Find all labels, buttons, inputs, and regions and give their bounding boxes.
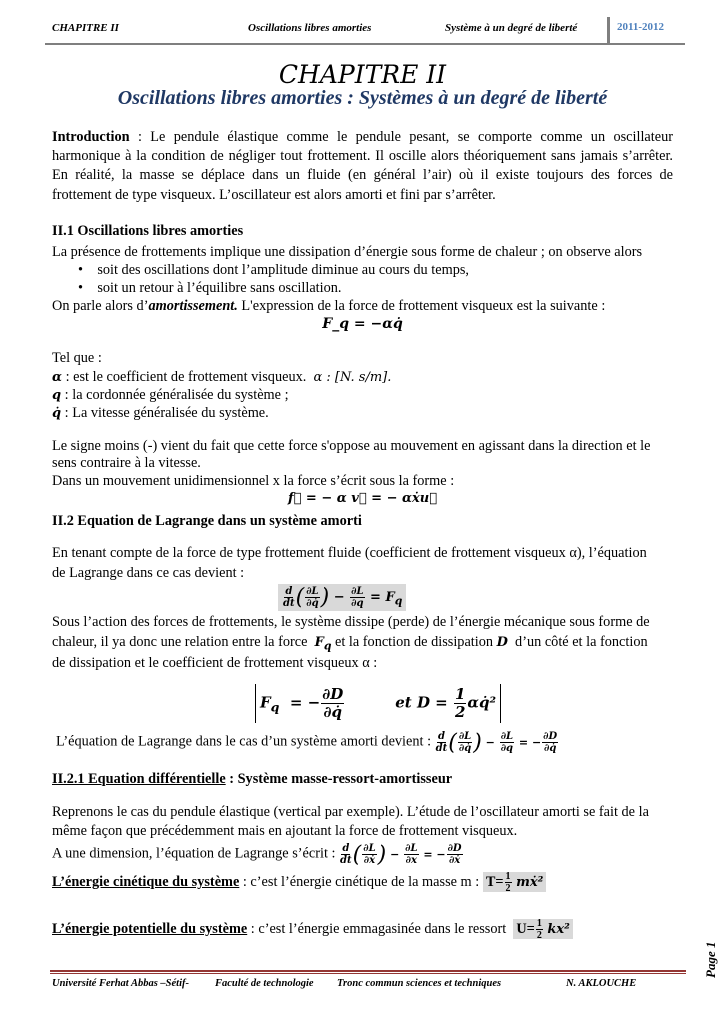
text: même façon que précédemment mais en ajoutant la force de frottement visqueux.	[52, 823, 518, 839]
text: On parle alors d’amortissement. L'expression de la force de frottement visqueux est la suivante :	[52, 298, 606, 314]
text: Le signe moins (-) vient du fait que cette force s'oppose au mouvement en agissant dans la direction et le	[52, 438, 651, 454]
definition-qdot: q̇ : La vitesse généralisée du système.	[52, 405, 269, 421]
text: sens contraire à la vitesse.	[52, 455, 201, 471]
text: L’équation de Lagrange dans le cas d’un système amorti devient : $\frac{d}{dt}$ ( $\frac{\partial L}{\partial q̇}$ ) − $\frac{\partial L}{\partial q}$ = − $\frac{\partial D}{\partial q̇}$	[56, 730, 558, 755]
header-subtopic: Système à un degré de liberté	[445, 22, 578, 34]
footer-rule	[50, 970, 686, 974]
header-topic: Oscillations libres amorties	[248, 22, 372, 34]
section-heading: II.2.1 Equation différentielle : Système masse-ressort-amortisseur	[52, 771, 453, 787]
text: Reprenons le cas du pendule élastique (vertical par exemple). L’étude de l’oscillateur amorti se fait de la	[52, 804, 649, 820]
text: : Le pendule élastique comme le pendule pesant, se comporte comme un oscillateur	[137, 129, 674, 145]
definition-q: q : la cordonnée généralisée du système ;	[52, 387, 289, 403]
header-divider	[607, 17, 610, 44]
equation-vector-force: f⃗ = − α v⃗ = − αẋu⃗	[287, 491, 437, 506]
text: Dans un mouvement unidimensionnel x la force s’écrit sous la forme :	[52, 473, 455, 489]
definition-alpha: α : est le coefficient de frottement visqueux. α : [N. s/m].	[52, 369, 392, 385]
footer-author: N. AKLOUCHE	[566, 978, 637, 989]
equation-lagrange-damped: $\frac{d}{dt}$ ( $\frac{\partial L}{\partial q̇}$ ) − $\frac{\partial L}{\partial q}$ = $F_q$	[278, 584, 406, 611]
text: Tel que :	[52, 350, 102, 366]
text: frottement de type visqueux. L’oscillateur est alors amorti et fini par s’arrêter.	[52, 187, 496, 203]
header-year: 2011-2012	[617, 21, 665, 33]
text: A une dimension, l’équation de Lagrange s’écrit : $\frac{d}{dt}$ ( $\frac{\partial L}{\text{∂ẋ}}$ ) − $\frac{\partial L}{\partial x}$ = − $\frac{\partial D}{\text{∂ẋ}}$	[52, 842, 462, 867]
footer-university: Université Ferhat Abbas –Sétif-	[52, 978, 189, 989]
text: de Lagrange dans ce cas devient :	[52, 565, 245, 581]
section-heading: II.1 Oscillations libres amorties	[52, 223, 244, 239]
footer-faculty: Faculté de technologie	[215, 978, 314, 989]
text: Sous l’action des forces de frottements, le système dissipe (perde) de l’énergie mécanique sous forme de	[52, 614, 650, 630]
text: En tenant compte de la force de type frottement fluide (coefficient de frottement visqueux α), l’équation	[52, 545, 647, 561]
header-rule	[45, 43, 685, 45]
section-heading: II.2 Equation de Lagrange dans un système amorti	[52, 513, 362, 529]
equation-dissipation: $F_q$ = − $\frac{\partial D}{\partial q̇}$ et D = $\frac{1}{2}$ αq̇²	[255, 684, 501, 723]
intro-label: Introduction	[52, 129, 130, 145]
text: de dissipation et le coefficient de frottement visqueux α :	[52, 655, 378, 671]
text: harmonique à la condition de négliger tout frottement. Il oscille alors théoriquement sans jamais s’arrêter.	[52, 148, 673, 164]
header-chapter: CHAPITRE II	[52, 22, 119, 34]
equation-friction-force: F_q = −αq̇	[322, 316, 403, 332]
kinetic-energy: L’énergie cinétique du système : c’est l’énergie cinétique de la masse m : T= $\frac{1}{2}$ mẋ²	[52, 871, 673, 894]
page-number: Page 1	[703, 941, 718, 978]
text: La présence de frottements implique une dissipation d’énergie sous forme de chaleur ; on observe alors	[52, 244, 643, 260]
footer-program: Tronc commun sciences et techniques	[337, 978, 502, 989]
bullet-item: • soit des oscillations dont l’amplitude diminue au cours du temps,	[78, 262, 469, 278]
text: En réalité, la masse se déplace dans un fluide (en général l’air) où il existe toujours des forces de	[52, 167, 673, 183]
chapter-title: CHAPITRE II	[278, 60, 447, 89]
chapter-subtitle: Oscillations libres amorties : Systèmes à un degré de liberté	[117, 87, 608, 109]
bullet-item: • soit un retour à l’équilibre sans oscillation.	[78, 280, 342, 296]
potential-energy: L’énergie potentielle du système : c’est l’énergie emmagasinée dans le ressort U= $\frac{1}{2}$ kx²	[52, 918, 673, 941]
text: chaleur, il ya donc une relation entre la force $F_q$ et la fonction de dissipation D d’un côté et la fonction	[52, 634, 648, 653]
